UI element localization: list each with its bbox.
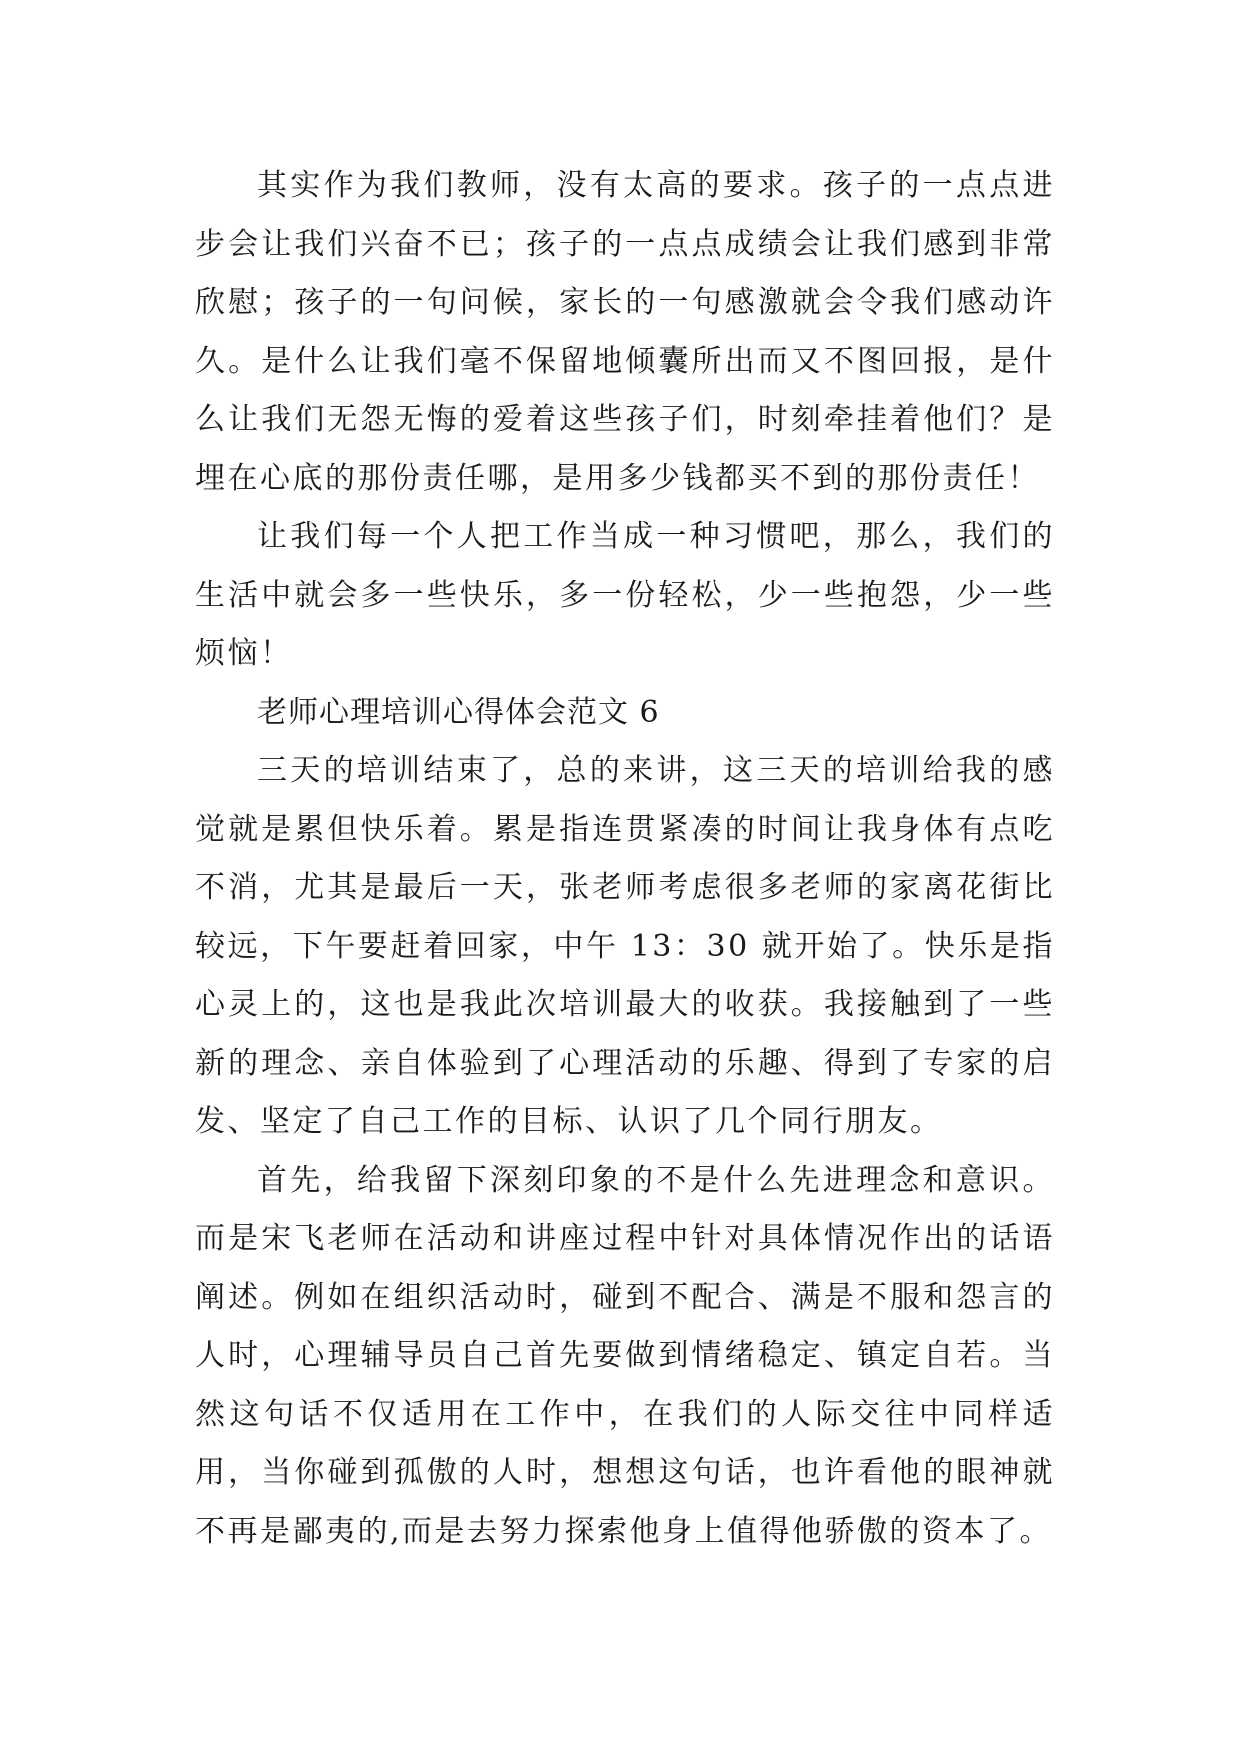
section-heading: 老师心理培训心得体会范文 6: [257, 694, 660, 730]
document-body: [195, 157, 1055, 1561]
paragraph-first-impression: 首先，给我留下深刻印象的不是什么先进理念和意识。而是宋飞老师在活动和讲座过程中针对具体情况作出的话语阐述。例如在组织活动时，碰到不配合、满是不服和怨言的人时，心理辅导员自己首先要做到情绪稳定、镇定自若。当然这句话不仅适用在工作中，在我们的人际交往中同样适用，当你碰到孤傲的人时，想想这句话，也许看他的眼神就不再是鄙夷的,而是去努力探索他身上值得他骄傲的资本了。: [195, 1162, 1055, 1549]
paragraph-training-summary: 三天的培训结束了，总的来讲，这三天的培训给我的感觉就是累但快乐着。累是指连贯紧凑的时间让我身体有点吃不消，尤其是最后一天，张老师考虑很多老师的家离花街比较远，下午要赶着回家，中午 13：30 就开始了。快乐是指心灵上的，这也是我此次培训最大的收获。我接触到了一些新的理念、亲自体验到了心理活动的乐趣、得到了专家的启发、坚定了自己工作的目标、认识了几个同行朋友。: [195, 753, 1055, 1139]
paragraph-work-habit: 让我们每一个人把工作当成一种习惯吧，那么，我们的生活中就会多一些快乐，多一份轻松，少一些抱怨，少一些烦恼！: [195, 519, 1055, 671]
paragraph-responsibility: 其实作为我们教师，没有太高的要求。孩子的一点点进步会让我们兴奋不已；孩子的一点点成绩会让我们感到非常欣慰；孩子的一句问候，家长的一句感激就会令我们感动许久。是什么让我们毫不保留地倾囊所出而又不图回报，是什么让我们无怨无悔的爱着这些孩子们，时刻牵挂着他们？是埋在心底的那份责任哪，是用多少钱都买不到的那份责任！: [195, 168, 1055, 496]
